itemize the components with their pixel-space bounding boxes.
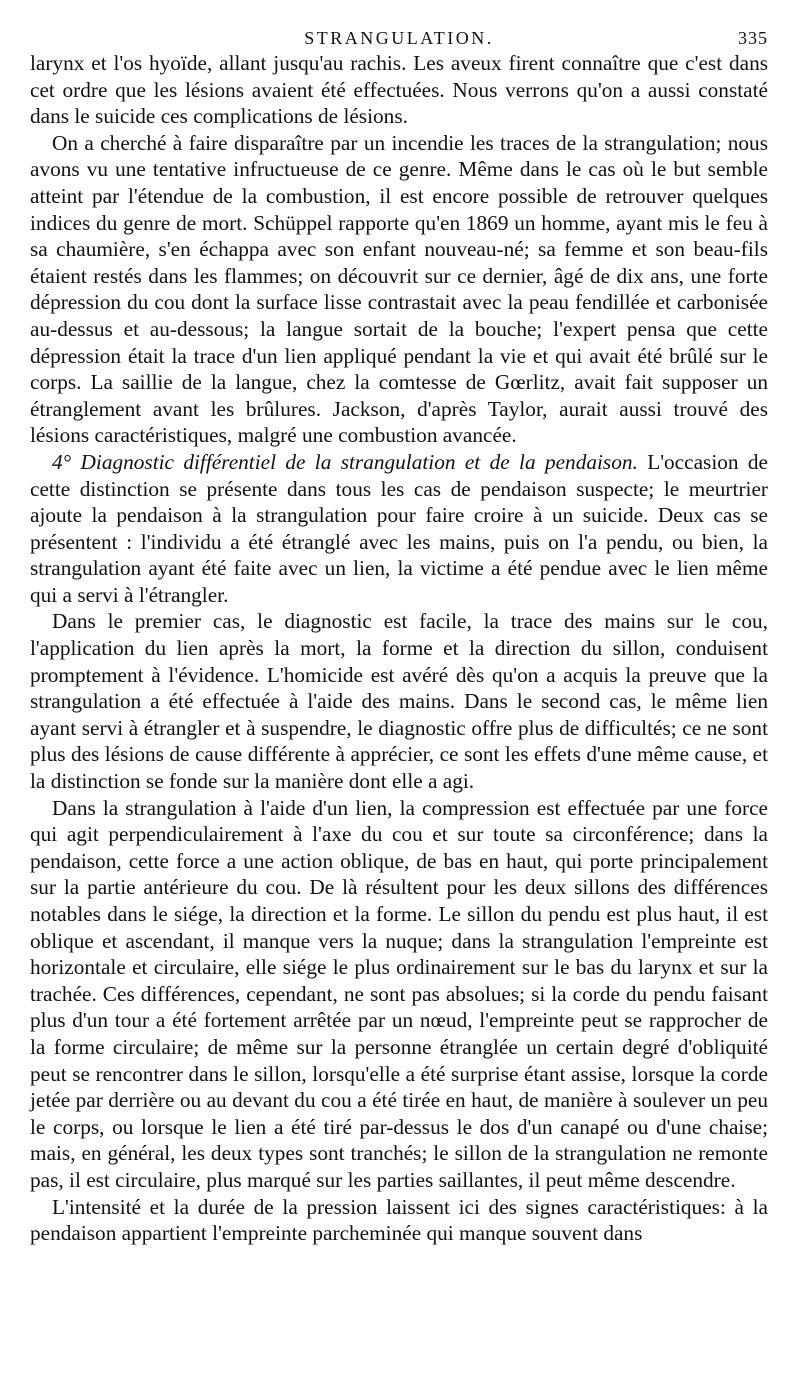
running-title: STRANGULATION. <box>304 28 494 48</box>
paragraph-lien: Dans la strangulation à l'aide d'un lien, la compression est effectuée par une force qui agit perpendiculairement à l'axe du cou et sur toute sa circonférence; dans la pendaison, cette force a une action oblique, de bas en haut, qui porte principalement sur la partie antérieure du cou. De là résultent pour les deux sillons des différences notables dans le siége, la direction et la forme. Le sillon du pendu est plus haut, il est oblique et ascendant, il manque vers la nuque; dans la strangulation l'empreinte est horizontale et circulaire, elle siége le plus ordinairement sur le bas du larynx et sur la trachée. Ces différences, cependant, ne sont pas absolues; si la corde du pendu faisant plus d'un tour a été fortement arrêtée par un nœud, l'empreinte peut se rapprocher de la forme circulaire; de même sur la personne étranglée un certain degré d'obliquité peut se rencontrer dans le sillon, lorsqu'elle a été surprise étant assise, lorsque la corde jetée par derrière ou au devant du cou a été tirée en haut, de manière à soulever un peu le corps, ou lorsque le lien a été tiré par-dessus le dos d'un canapé ou d'une chaise; mais, en général, les deux types sont tranchés; le sillon de la strangulation ne remonte pas, il est circulaire, plus marqué sur les parties saillantes, il peut même descendre. <box>30 795 768 1192</box>
page-number: 335 <box>738 28 768 48</box>
section-heading: 4° Diagnostic différentiel de la strangulation et de la pendaison. <box>52 449 638 474</box>
paragraph-incendie: On a cherché à faire disparaître par un incendie les traces de la strangulation; nous avons vu une tentative infructueuse de ce genre. Même dans le cas où le but semble atteint par l'étendue de la combustion, il est encore possible de retrouver quelques indices du genre de mort. Schüppel rapporte qu'en 1869 un homme, ayant mis le feu à sa chaumière, s'en échappa avec son enfant nouveau-né; sa femme et son beau-fils étaient restés dans les flammes; on découvrit sur ce dernier, âgé de dix ans, une forte dépression du cou dont la surface lisse contrastait avec la peau fendillée et carbonisée au-dessus et au-dessous; la langue sortait de la bouche; l'expert pensa que cette dépression était la trace d'un lien appliqué pendant la vie et qui avait été brûlé sur le corps. La saillie de la langue, chez la comtesse de Gœrlitz, avait fait supposer un étranglement avant les brûlures. Jackson, d'après Taylor, aurait aussi trouvé des lésions caractéristiques, malgré une combustion avancée. <box>30 130 768 448</box>
paragraph-diagnostic <box>30 449 768 609</box>
running-head <box>30 10 768 50</box>
body-text <box>30 50 768 1247</box>
paragraph-intensite: L'intensité et la durée de la pression laissent ici des signes caractéristiques: à la pendaison appartient l'empreinte parcheminée qui manque souvent dans <box>30 1194 768 1246</box>
paragraph-diagnostic-text: L'occasion de cette distinction se présente dans tous les cas de pendaison suspecte; le meurtrier ajoute la pendaison à la strangulation pour faire croire à un suicide. Deux cas se présentent : l'individu a été étranglé avec les mains, puis on l'a pendu, ou bien, la strangulation ayant été faite avec un lien, la victime a été pendue avec le lien même qui a servi à l'étrangler. <box>30 449 768 607</box>
paragraph-continuation: larynx et l'os hyoïde, allant jusqu'au rachis. Les aveux firent connaître que c'est dans cet ordre que les lésions avaient été effectuées. Nous verrons qu'on a aussi constaté dans le suicide ces complications de lésions. <box>30 51 768 129</box>
paragraph-premier-cas: Dans le premier cas, le diagnostic est facile, la trace des mains sur le cou, l'application du lien après la mort, la forme et la direction du sillon, conduisent promptement à l'évidence. L'homicide est avéré dès qu'on a acquis la preuve que la strangulation a été effectuée à l'aide des mains. Dans le second cas, le même lien ayant servi à étrangler et à suspendre, le diagnostic offre plus de difficultés; ce ne sont plus des lésions de cause différente à apprécier, ce sont les effets d'une même cause, et la distinction se fonde sur la manière dont elle a agi. <box>30 609 768 794</box>
book-page <box>30 10 768 1247</box>
